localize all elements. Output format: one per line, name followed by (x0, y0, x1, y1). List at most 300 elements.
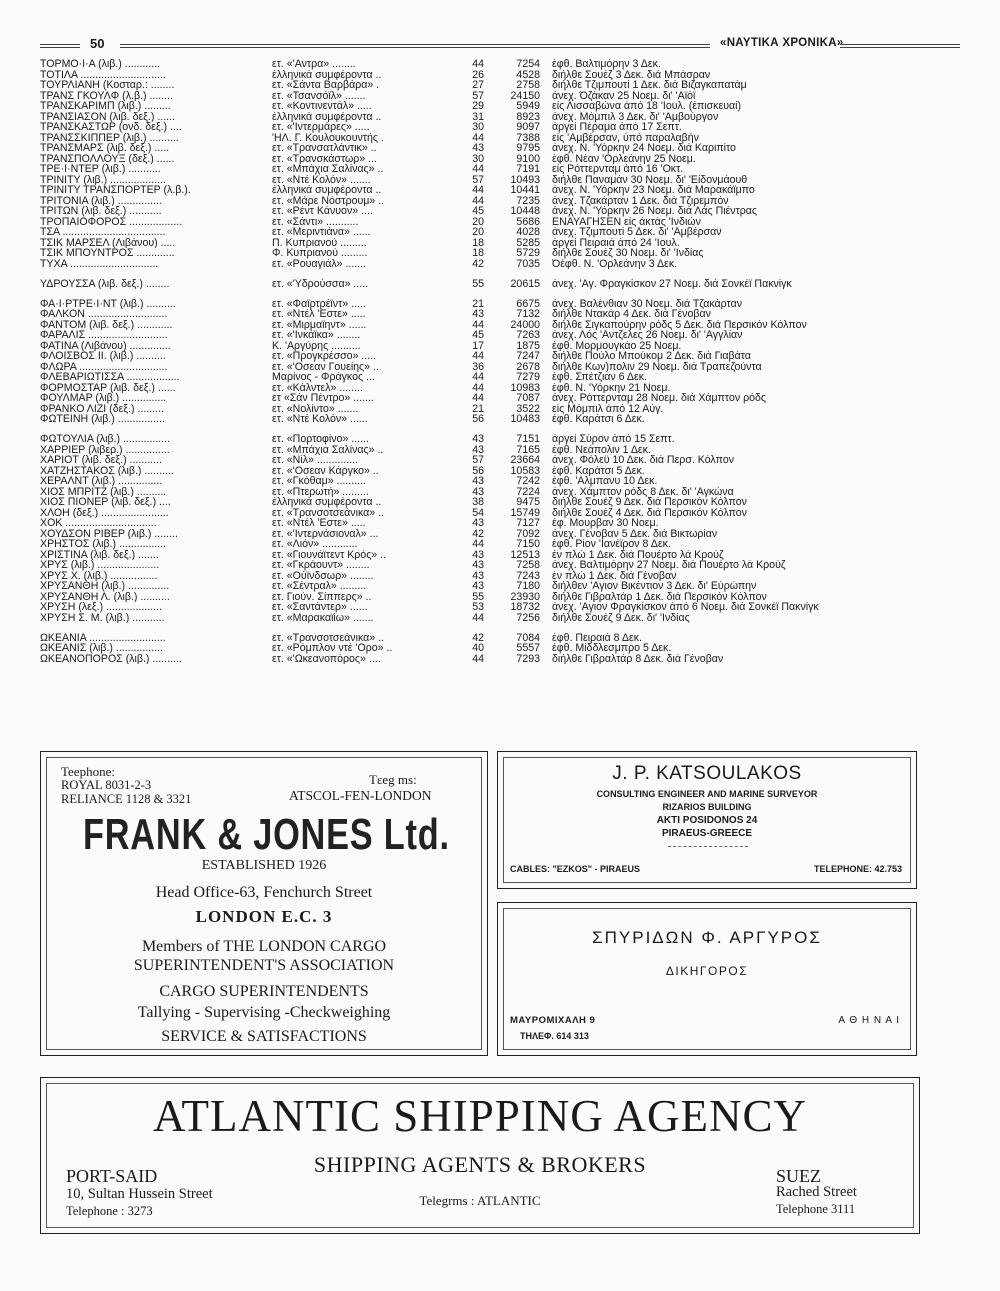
position-status: διήλθε Σουέζ 30 Νοεμ. δι' 'Ινδίας (552, 248, 704, 259)
table-row (40, 529, 970, 540)
ship-age: 42 (472, 258, 484, 269)
ship-age: 29 (472, 101, 484, 112)
position-status: άνεχ. Ν. 'Υόρκην 24 Νοεμ. διά Καριπίτο (552, 143, 736, 154)
katsoulakos-street: AKTI POSIDONOS 24 (656, 815, 758, 826)
owner-agent: ετ. «'Ιντερμάρες» ..... (272, 122, 370, 133)
owner-agent: ετ. «'Ιντερνάσιοναλ» ... (272, 528, 379, 539)
tonnage: 1875 (516, 340, 540, 351)
owner-agent: ετ. «Λιόν» ............ (272, 539, 358, 550)
tonnage: 7279 (516, 372, 540, 383)
ship-age: 21 (472, 403, 484, 414)
position-status: άνεχ. 'Αγ. Φραγκίσκον 27 Νοεμ. διά Σονκέϊ Πακνίγκ (552, 278, 792, 289)
ship-name: ΤΟΤΙΛΑ ............................. (40, 69, 166, 80)
katsoulakos-ad (497, 751, 917, 889)
tonnage: 7151 (516, 434, 540, 445)
ship-age: 44 (472, 185, 484, 196)
table-row (40, 550, 970, 561)
tonnage: 10983 (510, 382, 540, 393)
tonnage: 9097 (516, 122, 540, 133)
office-city: LONDON E.C. 3 (195, 907, 333, 926)
owner-agent: ετ. «Τρανσοτσεάνικα» .. (272, 632, 384, 643)
table-row (40, 518, 970, 529)
table-row (40, 175, 970, 186)
owner-agent: ετ. «Κάλντελ» ........ (272, 382, 363, 393)
owner-agent: έλληνικά συμφέροντα .. (272, 185, 382, 196)
ship-age: 18 (472, 237, 484, 248)
tonnage: 23930 (510, 591, 540, 602)
role-line: CARGO SUPERINTENDENTS (159, 983, 369, 1000)
header-rule-right (840, 44, 960, 48)
table-row (40, 455, 970, 466)
owner-agent: ετ. «Σαντάντερ» ...... (272, 602, 368, 613)
atlantic-shipping-ad (40, 1077, 920, 1234)
ship-age: 43 (472, 143, 484, 154)
position-status: άνεχ. Βαλένθιαν 30 Νοεμ. διά Τζακάρταν (552, 298, 742, 309)
position-status: διήλθε Γιβραλτάρ 1 Δεκ. διά Περσικόν Κόλπον (552, 591, 767, 602)
tonnage: 10483 (510, 414, 540, 425)
argyros-name: ΣΠΥΡΙΔΩΝ Φ. ΑΡΓΥΡΟΣ (592, 928, 822, 947)
ship-name: ΦΑΝΤΟΜ (λιβ. δεξ.) ............ (40, 319, 173, 330)
group-spacer (40, 269, 970, 279)
ship-name: ΦΟΡΜΟΣΤΑΡ (λιβ. δεξ.) ...... (40, 382, 176, 393)
position-status: διήλθε Γιβραλτάρ 8 Δεκ. διά Γένοβαν (552, 653, 724, 664)
table-row (40, 434, 970, 445)
ship-name: ΧΟΥΔΣΟΝ ΡΙΒΕΡ (λιβ.) ........ (40, 528, 178, 539)
ship-name: ΧΟΚ ............................... (40, 518, 157, 529)
atlantic-name: ATLANTIC SHIPPING AGENCY (152, 1091, 808, 1141)
position-status: ΕΝΑΥΑΓΗΣΕΝ είς άκτάς 'Ινδιών (552, 216, 701, 227)
ship-age: 55 (472, 278, 484, 289)
ship-age: 43 (472, 434, 484, 445)
telegrams-address: ATSCOL-FEN-LONDON (289, 788, 432, 803)
katsoulakos-name: J. P. KATSOULAKOS (612, 763, 802, 784)
owner-agent: ετ. «Ρόμπλον ντέ 'Ορο» .. (272, 643, 393, 654)
ship-name: ΤΣΙΚ ΜΑΡΣΕΛ (Λιβάνου) ..... (40, 237, 176, 248)
owner-agent: ετ. «Γκράουντ» ........ (272, 560, 370, 571)
table-row (40, 476, 970, 487)
katsoulakos-profession: CONSULTING ENGINEER AND MARINE SURVEYOR (596, 789, 818, 799)
position-status: έφθ. Πειραιά 8 Δεκ. (552, 632, 642, 643)
ship-age: 43 (472, 476, 484, 487)
owner-agent: ετ. «Τρανσατλάντικ» .. (272, 143, 377, 154)
ship-name: ΦΩΤΕΙΝΗ (λιβ.) ................ (40, 414, 165, 425)
group-spacer (40, 623, 970, 633)
position-status: άνεχ. Χάμπτον ρόδς 8 Δεκ. δι' 'Αγκώνα (552, 486, 734, 497)
owner-agent: ετ. «Ρουαγιάλ» ....... (272, 258, 367, 269)
ship-age: 55 (472, 591, 484, 602)
owner-agent: ετ. Γιούν. Σίππερς» .. (272, 591, 372, 602)
ship-name: ΧΛΟΗ (δεξ.) ....................... (40, 507, 169, 518)
table-row (40, 59, 970, 70)
position-status: έφθ. Ρίον 'Ιανέϊρον 8 Δεκ. (552, 539, 671, 550)
position-status: έφ. Μουρβαν 30 Νοεμ. (552, 518, 659, 529)
telephone-royal: ROYAL 8031-2-3 (61, 778, 152, 792)
portsaid-telephone: Telephone : 3273 (66, 1204, 153, 1218)
tonnage: 7035 (516, 258, 540, 269)
table-row (40, 571, 970, 582)
ship-age: 44 (472, 539, 484, 550)
owner-agent: ετ. «Γιουνάϊτεντ Κρός» .. (272, 549, 387, 560)
tonnage: 7165 (516, 444, 540, 455)
owner-agent: 'ΗΛ. Γ. Κουλουκουντής . (272, 132, 384, 143)
table-row (40, 164, 970, 175)
table-row (40, 466, 970, 477)
position-status: Όέφθ. Ν. 'Ορλεάνην 3 Δεκ. (552, 258, 678, 269)
tonnage: 5729 (516, 248, 540, 259)
position-status: άργεί Πέραμα άπό 17 Σεπτ. (552, 122, 682, 133)
ship-age: 57 (472, 455, 484, 466)
position-status: διήλθε Σιγκαπούρην ρόδς 5 Δεκ. διά Περσικόν Κόλπον (552, 319, 807, 330)
position-status: άνεχ. Τζιμπουτί 5 Δεκ. δι' 'Αμβέρσαν (552, 227, 722, 238)
ship-name: ΦΛΟΙΣΒΟΣ ΙΙ. (λιβ.) .......... (40, 351, 166, 362)
ship-name: ΧΑΤΖΗΣΤΑΚΟΣ (λιβ.) .......... (40, 465, 174, 476)
table-row (40, 414, 970, 425)
position-status: είς 'Αμβέρσαν, ύπό παραλαβήν (552, 132, 699, 143)
position-status: έφθ. 'Αλμπανυ 10 Δεκ. (552, 476, 658, 487)
ship-age: 20 (472, 216, 484, 227)
page-header (40, 36, 960, 54)
table-row (40, 539, 970, 550)
position-status: διήλθε Πούλο Μπούκομ 2 Δεκ. διά Γιαβάτα (552, 351, 751, 362)
ship-name: ΦΑΤΙΝΑ (Λιβάνου) .............. (40, 340, 171, 351)
position-status: άργεί Πειραιά άπό 24 'Ιουλ. (552, 237, 680, 248)
position-status: άνεχ. Όζάκαν 25 Νοεμ. δι' 'Αϊόϊ (552, 90, 696, 101)
argyros-city: Α Θ Η Ν Α Ι (838, 1015, 900, 1026)
ship-name: ΤΡΑΝΣ ΓΚΟΥΛΦ (λ.β.) ........ (40, 90, 174, 101)
owner-agent: ετ. «Πτερωτή» ......... (272, 486, 369, 497)
tonnage: 7180 (516, 581, 540, 592)
owner-agent: ετ. «Μαρακαϊίω» ....... (272, 612, 374, 623)
argyros-telephone: ΤΗΛΕΦ. 614 313 (520, 1031, 589, 1041)
position-status: έφθ. Σπέτζιαν 6 Δεκ. (552, 372, 647, 383)
ship-age: 26 (472, 69, 484, 80)
ship-age: 44 (472, 164, 484, 175)
argyros-title: ΔΙΚΗΓΟΡΟΣ (665, 964, 749, 978)
ship-name: ΤΡΑΝΣΚΑΣΤΩΡ (ονδ. δεξ.) .... (40, 122, 182, 133)
ship-name: ΦΟΥΛΜΑΡ (λιβ.) ............... (40, 393, 167, 404)
position-status: έν πλώ 1 Δεκ. διά Γένοβαν (552, 570, 677, 581)
ship-name: ΤΡΑΝΣΙΑΣΟΝ (λιβ. δεξ.) ...... (40, 111, 176, 122)
table-row (40, 259, 970, 270)
table-row (40, 404, 970, 415)
ship-name: ΤΡΕ·Ι·ΝΤΕΡ (λιβ.) ........... (40, 164, 161, 175)
established-year: ESTABLISHED 1926 (201, 858, 327, 873)
tonnage: 5949 (516, 101, 540, 112)
table-row (40, 330, 970, 341)
table-row (40, 185, 970, 196)
table-row (40, 112, 970, 123)
tonnage: 7224 (516, 486, 540, 497)
table-row (40, 101, 970, 112)
position-status: άνεχ. Βαλτιμόρην 27 Νοεμ. διά Πουέρτο λά Κρούζ (552, 560, 786, 571)
table-row (40, 227, 970, 238)
position-status: διήλθε Σουέζ 9 Δεκ. διά Περσικόν Κόλπον (552, 497, 747, 508)
tonnage: 7256 (516, 612, 540, 623)
tonnage: 6675 (516, 298, 540, 309)
suez-city: SUEZ (776, 1166, 821, 1186)
owner-agent: ετ. «Φαϊρτρέϊντ» ..... (272, 298, 366, 309)
table-row (40, 133, 970, 144)
ship-name: ΧΡΥΣΑΝΘΗ (λιβ.) .............. (40, 581, 170, 592)
table-row (40, 248, 970, 259)
owner-agent: Φ. Κυπριανού ......... (272, 248, 368, 259)
owner-agent: έλληνικά συμφέροντα .. (272, 497, 382, 508)
owner-agent: Π. Κυπριανού ......... (272, 237, 367, 248)
ship-age: 30 (472, 122, 484, 133)
tonnage: 18732 (510, 602, 540, 613)
owner-agent: ετ. «'Οσεαν Κάργκο» .. (272, 465, 379, 476)
table-row (40, 206, 970, 217)
telephone-reliance: RELIANCE 1128 & 3321 (61, 792, 192, 806)
table-row (40, 654, 970, 665)
table-row (40, 320, 970, 331)
table-row (40, 309, 970, 320)
owner-agent: ετ. «'Αντρα» ........ (272, 59, 356, 70)
position-status: διήλθε Τζιμπουτί 1 Δεκ. διά Βιζαγκαπατάμ (552, 80, 747, 91)
members-line-1: Members of THE LONDON CARGO (141, 938, 387, 955)
owner-agent: ετ. «Προγκρέσσο» ..... (272, 351, 377, 362)
owner-agent: ετ. «Σέντραλ» ......... (272, 581, 367, 592)
table-row (40, 362, 970, 373)
ship-name: ΧΡΥΣΑΝΘΗ Λ. (λιβ.) .......... (40, 591, 170, 602)
tonnage: 5557 (516, 643, 540, 654)
ship-age: 56 (472, 414, 484, 425)
tonnage: 7254 (516, 59, 540, 70)
ship-name: ΧΡΥΣΗ Σ. Μ. (λιβ.) ........... (40, 612, 165, 623)
table-row (40, 238, 970, 249)
ship-age: 42 (472, 632, 484, 643)
ship-age: 44 (472, 372, 484, 383)
katsoulakos-telephone: TELEPHONE: 42.753 (813, 864, 902, 874)
position-status: έφθ. Καράτσι 6 Δεκ. (552, 414, 645, 425)
ship-listing-table (40, 59, 970, 664)
motto-line: SERVICE & SATISFACTIONS (161, 1028, 367, 1045)
group-spacer (40, 289, 970, 299)
ship-age: 44 (472, 653, 484, 664)
table-row (40, 299, 970, 310)
ship-age: 20 (472, 227, 484, 238)
table-row (40, 70, 970, 81)
position-status: άνεχ. 'Αγιον Φραγκίσκον άπό 6 Νοεμ. διά Σονκέϊ Πακνίγκ (552, 602, 819, 613)
tonnage: 10583 (510, 465, 540, 476)
owner-agent: ετ. «Ντέ Κολόν» ....... (272, 174, 371, 185)
owner-agent: ετ «Σάν Πέντρο» ....... (272, 393, 374, 404)
tonnage: 7092 (516, 528, 540, 539)
tonnage: 12513 (510, 549, 540, 560)
owner-agent: ετ. «Μπάχια Σαλίνας» .. (272, 164, 384, 175)
ship-name: ΤΡΙΝΙΤΥ ΤΡΑΝΣΠΟΡΤΕΡ (λ.β.). (40, 185, 191, 196)
ship-name: ΤΣΙΚ ΜΠΟΥΝΤΡΟΣ ............. (40, 248, 175, 259)
tonnage: 2678 (516, 361, 540, 372)
position-status: έφθ. Μίδδλεσμπρο 5 Δεκ. (552, 643, 672, 654)
tonnage: 4028 (516, 227, 540, 238)
ship-name: ΧΑΡΡΙΕΡ (λιβερ.) ............... (40, 444, 170, 455)
ship-age: 45 (472, 206, 484, 217)
table-row (40, 508, 970, 519)
tonnage: 7191 (516, 164, 540, 175)
ship-name: ΧΑΡΙΟΤ (λιβ. δεξ.) ........... (40, 455, 162, 466)
table-row (40, 217, 970, 228)
table-row (40, 643, 970, 654)
owner-agent: ετ. «'Ωκεανοπόρος» .... (272, 653, 381, 664)
table-row (40, 372, 970, 383)
position-status: διήλθε Σουέζ 3 Δεκ. διά Μπάσραν (552, 69, 711, 80)
ship-name: ΤΣΑ ................................... (40, 227, 166, 238)
tonnage: 7084 (516, 632, 540, 643)
ship-name: ΦΑΛΚΟΝ ........................... (40, 309, 168, 320)
ship-age: 43 (472, 309, 484, 320)
position-status: διήλθεν 'Αγιον Βικέντιον 3 Δεκ. δι' Εύρώπην (552, 581, 757, 592)
frank-jones-ad (40, 751, 488, 1056)
page-number: 50 (90, 36, 105, 51)
ship-name: ΤΡΑΝΣΚΑΡΙΜΠ (λιβ.) ......... (40, 101, 171, 112)
table-row (40, 592, 970, 603)
tonnage: 3522 (516, 403, 540, 414)
ship-name: ΤΡΑΝΣΣΚΙΠΠΕΡ (λιβ.) .......... (40, 132, 179, 143)
ship-name: ΧΡΙΣΤΙΝΑ (λιβ. δεξ.) ....... (40, 549, 159, 560)
ship-age: 40 (472, 643, 484, 654)
ship-name: ΤΡΟΠΑΙΟΦΟΡΟΣ .................. (40, 216, 183, 227)
tonnage: 7243 (516, 570, 540, 581)
journal-title: «ΝΑΥΤΙΚΑ ΧΡΟΝΙΚΑ» (720, 37, 844, 49)
katsoulakos-cables: CABLES: "EZKOS" - PIRAEUS (510, 864, 641, 874)
owner-agent: ετ. «Τρανσκάστωρ» ... (272, 153, 377, 164)
tonnage: 4528 (516, 69, 540, 80)
owner-agent: ετ. «Σάντα Βαρβάρα» . (272, 80, 380, 91)
ship-name: ΩΚΕΑΝΙΑ .......................... (40, 632, 166, 643)
position-status: άνεχ. Γένοβαν 5 Δεκ. διά Βικτωρίαν (552, 528, 718, 539)
table-row (40, 154, 970, 165)
tonnage: 24000 (510, 319, 540, 330)
ship-age: 44 (472, 59, 484, 70)
owner-agent: ετ. «Μπάχια Σαλίνας» .. (272, 444, 384, 455)
ship-name: ΦΡΑΝΚΟ ΛΙΖΙ (δεξ.) ......... (40, 403, 164, 414)
ship-name: ΧΡΥΣΗ (λεξ.) ................... (40, 602, 162, 613)
ship-name: ΥΔΡΟΥΣΣΑ (λιβ. δεξ.) ........ (40, 278, 170, 289)
table-row (40, 279, 970, 290)
portsaid-address: 10, Sultan Hussein Street (66, 1186, 213, 1202)
tonnage: 2758 (516, 80, 540, 91)
table-row (40, 581, 970, 592)
telegrams-label: Tεeg ms: (369, 772, 417, 787)
ship-age: 38 (472, 497, 484, 508)
ship-age: 44 (472, 319, 484, 330)
tonnage: 7388 (516, 132, 540, 143)
tonnage: 15749 (510, 507, 540, 518)
ship-age: 44 (472, 132, 484, 143)
tonnage: 10493 (510, 174, 540, 185)
ship-age: 57 (472, 90, 484, 101)
members-line-2: SUPERINTENDENT'S ASSOCIATION (133, 957, 395, 974)
group-spacer (40, 425, 970, 435)
tonnage: 5285 (516, 237, 540, 248)
katsoulakos-city: PIRAEUS-GREECE (661, 828, 752, 839)
position-status: είς Λισσαβώνα άπό 18 'Ιουλ. (έπισκευαί) (552, 101, 742, 112)
tonnage: 7242 (516, 476, 540, 487)
owner-agent: ετ. «'Οσεαν Γουείης» .. (272, 361, 379, 372)
ship-age: 43 (472, 581, 484, 592)
company-name: FRANK & JONES Ltd. (83, 810, 450, 859)
table-row (40, 122, 970, 133)
table-row (40, 613, 970, 624)
ship-age: 45 (472, 330, 484, 341)
ship-name: ΤΡΙΤΟΝΙΑ (λιβ.) ............... (40, 195, 162, 206)
owner-agent: ετ. «'Ινκάϊκα» ........ (272, 330, 361, 341)
owner-agent: ετ. «Μεριντιάνα» ...... (272, 227, 371, 238)
argyros-address: ΜΑΥΡΟΜΙΧΑΛΗ 9 (510, 1015, 596, 1026)
ship-name: ΦΑΡΑΛΙΣ ........................... (40, 330, 168, 341)
owner-agent: ετ. «Τρανσοτσεάνικα» .. (272, 507, 384, 518)
position-status: είς Ρόττερνταμ άπό 16 'Οκτ. (552, 164, 684, 175)
position-status: είς Μόμπιλ άπό 12 Αύγ. (552, 403, 664, 414)
tonnage: 7258 (516, 560, 540, 571)
owner-agent: ετ. «Ούϊνδσωρ» ........ (272, 570, 374, 581)
ship-age: 44 (472, 382, 484, 393)
tonnage: 9100 (516, 153, 540, 164)
ship-age: 43 (472, 486, 484, 497)
ship-age: 43 (472, 444, 484, 455)
ship-age: 44 (472, 195, 484, 206)
tonnage: 10448 (510, 206, 540, 217)
ship-age: 43 (472, 570, 484, 581)
ship-name: ΦΑ·Ι·ΡΤΡΕ·Ι·ΝΤ (λιβ.) .......... (40, 298, 176, 309)
tonnage: 8923 (516, 111, 540, 122)
tonnage: 7150 (516, 539, 540, 550)
owner-agent: ετ. «Νίλ» .............. (272, 455, 359, 466)
owner-agent: ετ. «Μάρε Νόστρουμ» .. (272, 195, 385, 206)
table-row (40, 602, 970, 613)
position-status: διήλθε Ντακάρ 4 Δεκ. διά Γένοβαν (552, 309, 711, 320)
position-status: άνεχ. Φόλεϋ 10 Δεκ. διά Περσ. Κόλπον (552, 455, 735, 466)
ship-age: 36 (472, 361, 484, 372)
position-status: έφθ. Νέαν 'Ορλεάνην 25 Νοεμ. (552, 153, 696, 164)
position-status: διήλθε Κων)πολιν 29 Νοεμ. διά Τραπεζούντα (552, 361, 762, 372)
tonnage: 9475 (516, 497, 540, 508)
table-row (40, 487, 970, 498)
ship-name: ΤΡΑΝΣΜΑΡΣ (λιβ. δεξ.) ..... (40, 143, 170, 154)
owner-agent: ετ. «Πορτοφίνο» ...... (272, 434, 369, 445)
position-status: έφθ. Ν. 'Υόρκην 21 Νοεμ. (552, 382, 671, 393)
tonnage: 20615 (510, 278, 540, 289)
tonnage: 10441 (510, 185, 540, 196)
owner-agent: έλληνικά συμφέροντα .. (272, 111, 382, 122)
owner-agent: ετ. «Γκόθαμ» .......... (272, 476, 366, 487)
table-row (40, 497, 970, 508)
ship-age: 43 (472, 549, 484, 560)
position-status: άνεχ. Λός 'Αντζελες 26 Νοεμ. δι' 'Αγγλίαν (552, 330, 743, 341)
ship-name: ΤΡΙΝΙΤΥ (λιβ.) ................... (40, 174, 166, 185)
position-status: άνεχ. Ν. 'Υόρκην 23 Νοεμ. διά Μαρακάϊμπο (552, 185, 755, 196)
table-row (40, 633, 970, 644)
ship-age: 44 (472, 393, 484, 404)
ship-name: ΤΥΧΑ .............................. (40, 258, 159, 269)
owner-agent: Μαρίνος - Φράγκος ... (272, 372, 375, 383)
ship-age: 57 (472, 174, 484, 185)
table-row (40, 383, 970, 394)
owner-agent: ετ. «Μιρμαϊηντ» ...... (272, 319, 367, 330)
position-status: άνεχ. Μόμπιλ 3 Δεκ. δι' 'Αμβούργον (552, 111, 719, 122)
owner-agent: Κ. 'Αργύρης .......... (272, 340, 361, 351)
table-row (40, 341, 970, 352)
position-status: διήλθε Σουέζ 4 Δεκ. διά Περσικόν Κόλπον (552, 507, 747, 518)
ship-name: ΧΙΟΣ ΜΠΡΙΤΖ (λιβ.) .......... (40, 486, 167, 497)
position-status: άργεί Σύρον άπό 15 Σεπτ. (552, 434, 675, 445)
ship-age: 43 (472, 560, 484, 571)
owner-agent: ετ. «Ντέλ 'Εστε» ..... (272, 309, 366, 320)
tonnage: 7127 (516, 518, 540, 529)
owner-agent: ετ. «'Υδρούσσα» ..... (272, 278, 369, 289)
ship-name: ΤΟΥΡΛΙΑΝΗ (Κοσταρ.: ........ (40, 80, 175, 91)
